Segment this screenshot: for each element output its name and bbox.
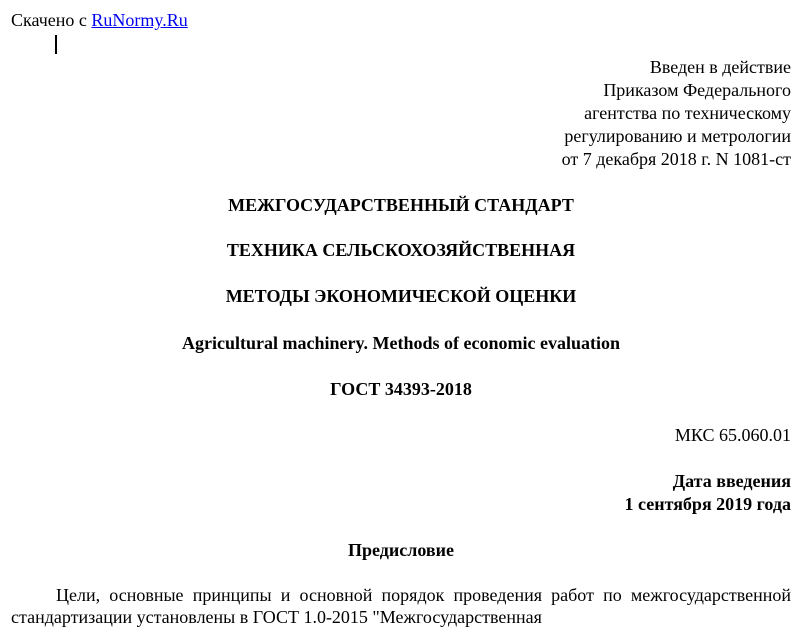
preface-paragraph: Цели, основные принципы и основной порядок проведения работ по межгосударственной стандартизации установлены в ГОСТ 1.0-2015 "Межгосударственная	[11, 585, 791, 627]
introduction-date-block	[625, 470, 791, 516]
runormy-link[interactable]: RuNormy.Ru	[91, 10, 188, 30]
date-label: Дата введения	[672, 471, 791, 491]
date-value: 1 сентября 2019 года	[624, 494, 791, 514]
text-cursor	[55, 35, 57, 54]
enactment-line: Введен в действие	[649, 57, 791, 77]
english-title: Agricultural machinery. Methods of economic evaluation	[182, 333, 620, 353]
standard-type-heading: МЕЖГОСУДАРСТВЕННЫЙ СТАНДАРТ	[228, 195, 574, 215]
preface-heading: Предисловие	[348, 540, 454, 560]
download-source-line	[11, 9, 188, 31]
title-line-1: ТЕХНИКА СЕЛЬСКОХОЗЯЙСТВЕННАЯ	[226, 240, 576, 260]
enactment-line: от 7 декабря 2018 г. N 1081-ст	[561, 149, 791, 169]
enactment-line: агентства по техническому	[584, 103, 791, 123]
enactment-line: регулированию и метрологии	[564, 126, 791, 146]
enactment-block	[562, 56, 791, 171]
mks-code: МКС 65.060.01	[674, 425, 791, 445]
gost-number: ГОСТ 34393-2018	[330, 379, 472, 399]
enactment-line: Приказом Федерального	[603, 80, 791, 100]
title-line-2: МЕТОДЫ ЭКОНОМИЧЕСКОЙ ОЦЕНКИ	[225, 286, 577, 306]
download-source-prefix: Скачено с	[11, 10, 92, 30]
